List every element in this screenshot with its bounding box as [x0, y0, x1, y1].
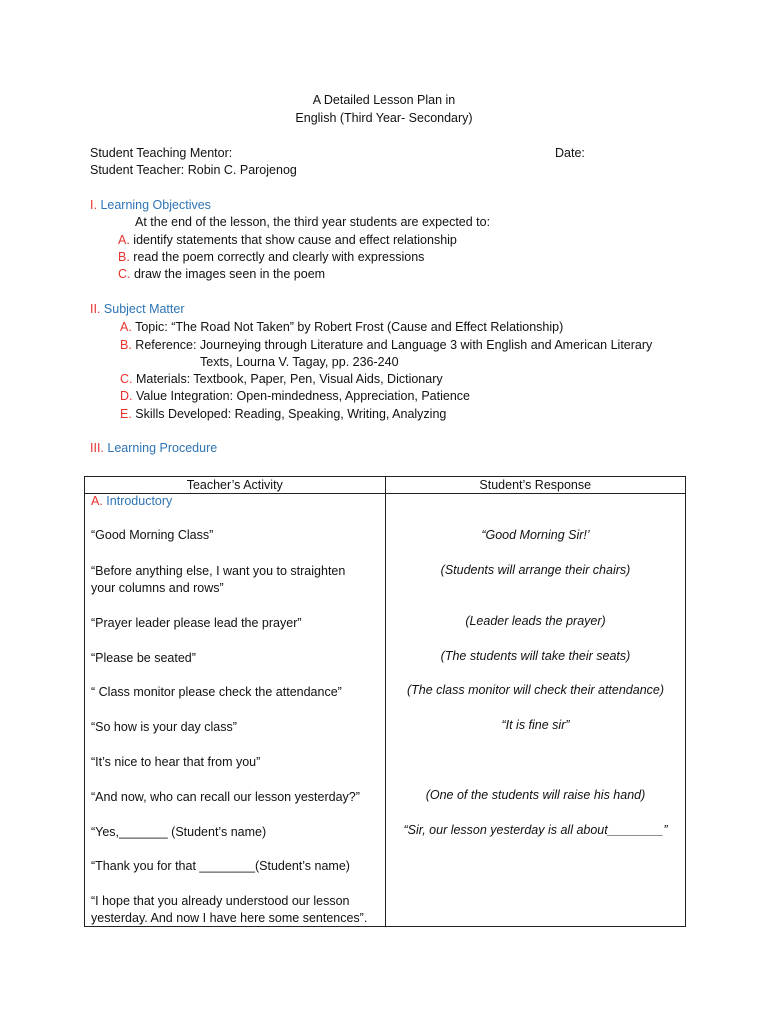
item-text: Skills Developed: Reading, Speaking, Writing, Analyzing: [135, 407, 447, 421]
item-letter: E.: [120, 407, 132, 421]
teacher-line: “Before anything else, I want you to straighten: [91, 564, 346, 578]
subject-item: [120, 407, 446, 421]
item-letter: C.: [120, 372, 133, 386]
teacher-line: “I hope that you already understood our lesson: [91, 894, 350, 908]
teacher-line: “Prayer leader please lead the prayer”: [91, 616, 302, 630]
section-title: Learning Objectives: [100, 198, 211, 212]
item-text: Value Integration: Open-mindedness, Appreciation, Patience: [135, 389, 470, 403]
student-line: (The class monitor will check their attendance): [406, 683, 665, 697]
item-letter: B.: [118, 250, 130, 264]
item-letter: C.: [118, 267, 131, 281]
subsection-letter: A.: [91, 494, 103, 508]
learning-procedure-table: [84, 476, 686, 927]
student-line: (Students will arrange their chairs): [440, 563, 631, 577]
teacher-line: “So how is your day class”: [91, 720, 237, 734]
item-text: read the poem correctly and clearly with expressions: [133, 250, 425, 264]
section-numeral: II.: [90, 302, 101, 316]
column-header-student: Student’s Response: [385, 477, 686, 494]
column-header-teacher: Teacher’s Activity: [85, 477, 386, 494]
teacher-line: “Please be seated”: [91, 651, 196, 665]
teacher-line: your columns and rows”: [91, 581, 224, 595]
item-letter: A.: [120, 320, 132, 334]
teacher-line: “And now, who can recall our lesson yesterday?”: [91, 790, 360, 804]
student-line: (The students will take their seats): [440, 649, 631, 663]
objective-item: [118, 267, 325, 281]
subject-item: [120, 320, 563, 334]
section-heading-objectives: [90, 198, 211, 212]
section-title: Learning Procedure: [107, 441, 218, 455]
subject-item: [120, 372, 443, 386]
subject-item-continuation: Texts, Lourna V. Tagay, pp. 236-240: [200, 355, 399, 369]
item-text: identify statements that show cause and effect relationship: [133, 233, 457, 247]
section-heading-subject-matter: [90, 302, 185, 316]
student-line: (One of the students will raise his hand): [425, 788, 646, 802]
student-line: “Sir, our lesson yesterday is all about________”: [403, 823, 668, 837]
document-title-line2: English (Third Year- Secondary): [295, 111, 473, 125]
student-response-cell: [385, 494, 686, 927]
table-row: [85, 494, 686, 927]
item-letter: D.: [120, 389, 133, 403]
subsection-heading: [91, 492, 172, 510]
teacher-line: “Thank you for that ________(Student’s name): [91, 859, 350, 873]
teacher-line: “Good Morning Class”: [91, 528, 214, 542]
teacher-line: “Yes,_______ (Student’s name): [91, 825, 267, 839]
item-letter: B.: [120, 338, 132, 352]
teacher-line: “ Class monitor please check the attendance”: [91, 685, 342, 699]
item-text: Topic: “The Road Not Taken” by Robert Frost (Cause and Effect Relationship): [135, 320, 564, 334]
document-title-line1: A Detailed Lesson Plan in: [312, 93, 456, 107]
subject-item: [120, 338, 652, 352]
item-text: Reference: Journeying through Literature and Language 3 with English and American Literary: [135, 338, 653, 352]
teacher-activity-cell: [85, 494, 386, 927]
objective-item: [118, 233, 457, 247]
student-line: “Good Morning Sir!’: [481, 528, 590, 542]
section-title: Subject Matter: [103, 302, 185, 316]
teacher-line: yesterday. And now I have here some sentences”.: [91, 911, 368, 925]
subject-item: [120, 389, 470, 403]
student-line: (Leader leads the prayer): [465, 614, 606, 628]
table-header-row: [85, 477, 686, 494]
section-numeral: I.: [90, 198, 97, 212]
subsection-title: Introductory: [106, 494, 173, 508]
item-letter: A.: [118, 233, 130, 247]
item-text: draw the images seen in the poem: [133, 267, 326, 281]
teacher-line: “It’s nice to hear that from you”: [91, 755, 261, 769]
student-teacher-line: Student Teacher: Robin C. Parojenog: [90, 163, 297, 177]
section-numeral: III.: [90, 441, 104, 455]
objectives-intro: At the end of the lesson, the third year students are expected to:: [135, 215, 491, 229]
student-line: “It is fine sir”: [501, 718, 570, 732]
section-heading-procedure: [90, 441, 217, 455]
item-text: Materials: Textbook, Paper, Pen, Visual Aids, Dictionary: [135, 372, 443, 386]
date-label: Date:: [555, 146, 585, 160]
objective-item: [118, 250, 424, 264]
mentor-label: Student Teaching Mentor:: [90, 146, 233, 160]
